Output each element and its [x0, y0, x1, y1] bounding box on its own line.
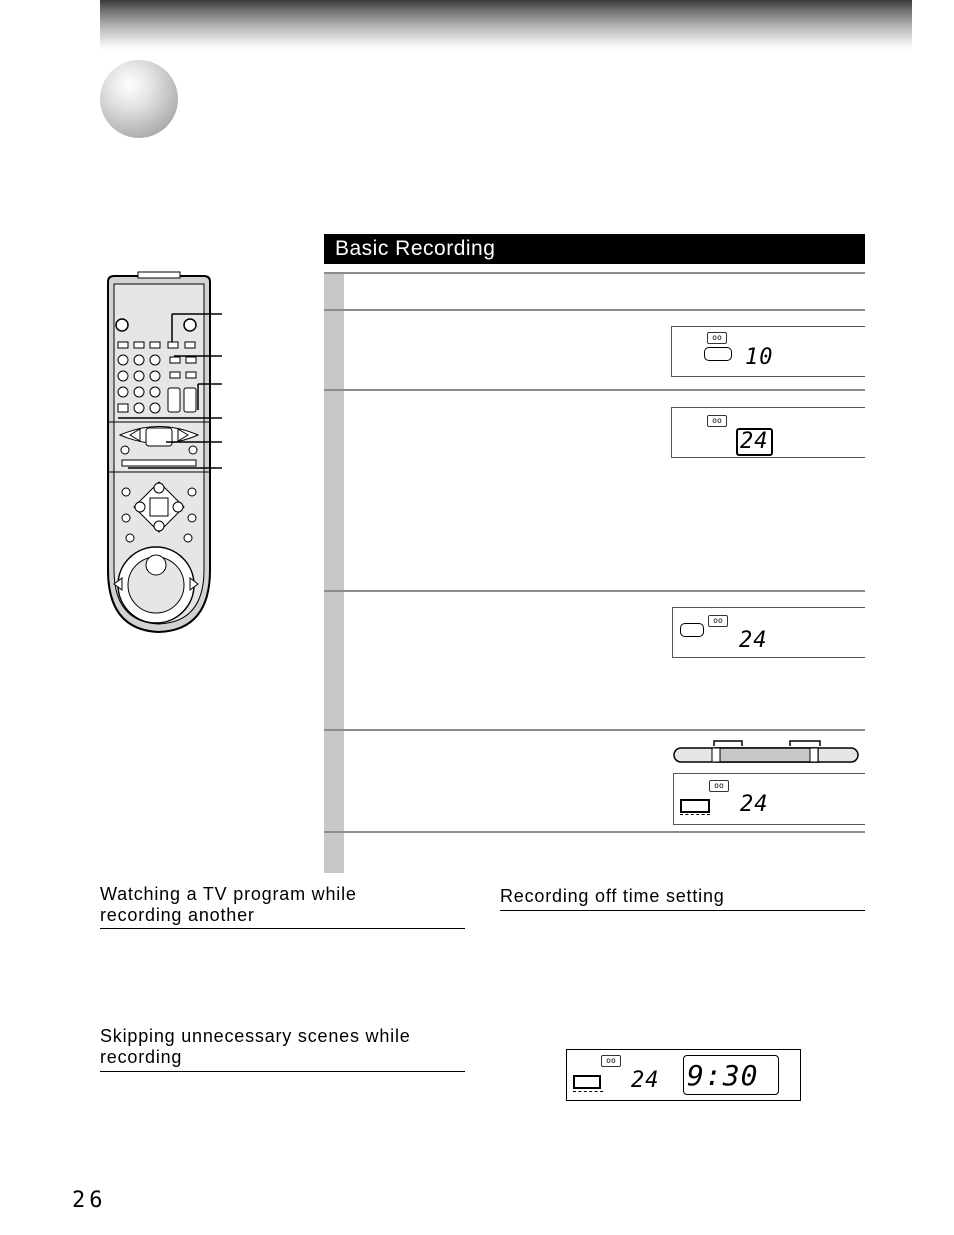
vcr-display-step3 [671, 407, 865, 458]
cassette-icon: oo [709, 780, 729, 792]
channel-readout: 24 [736, 428, 773, 456]
cassette-icon: oo [708, 615, 728, 627]
subsection-heading-watching: Watching a TV program while recording another [100, 884, 357, 925]
dash-indicator [680, 814, 710, 815]
subsection-heading-off-time: Recording off time setting [500, 886, 725, 906]
step-divider [324, 389, 865, 391]
vcr-display-off-time [566, 1049, 801, 1101]
indicator-icon [680, 623, 704, 637]
subsection-rule [100, 1071, 465, 1072]
page-number: 26 [72, 1188, 107, 1213]
subsection-rule [500, 910, 865, 911]
subsection-heading-skipping: Skipping unnecessary scenes while recording [100, 1026, 411, 1067]
off-time-readout: 9:30 [687, 1059, 759, 1092]
record-indicator-icon [680, 799, 710, 813]
vcr-display-step4 [672, 607, 865, 658]
channel-readout: 24 [631, 1068, 660, 1093]
step-divider [324, 729, 865, 731]
steps-strip [324, 273, 344, 873]
step-divider [324, 590, 865, 592]
tape-diagram [672, 738, 862, 768]
record-indicator-icon [573, 1075, 601, 1089]
channel-readout: 10 [745, 345, 774, 370]
vcr-display-step2 [671, 326, 865, 377]
indicator-icon [704, 347, 732, 361]
cassette-icon: oo [707, 332, 727, 344]
header-band [100, 0, 912, 50]
channel-readout: 24 [739, 628, 768, 653]
channel-readout: 24 [740, 792, 769, 817]
step-divider [324, 272, 865, 274]
subsection-rule [100, 928, 465, 929]
cassette-icon: oo [707, 415, 727, 427]
chapter-ball-icon [100, 60, 178, 138]
dash-indicator [573, 1091, 603, 1092]
vcr-display-step5 [673, 773, 865, 825]
step-divider [324, 309, 865, 311]
section-title: Basic Recording [335, 237, 496, 260]
cassette-icon: oo [601, 1055, 621, 1067]
remote-control-illustration [100, 270, 230, 640]
step-divider [324, 831, 865, 833]
